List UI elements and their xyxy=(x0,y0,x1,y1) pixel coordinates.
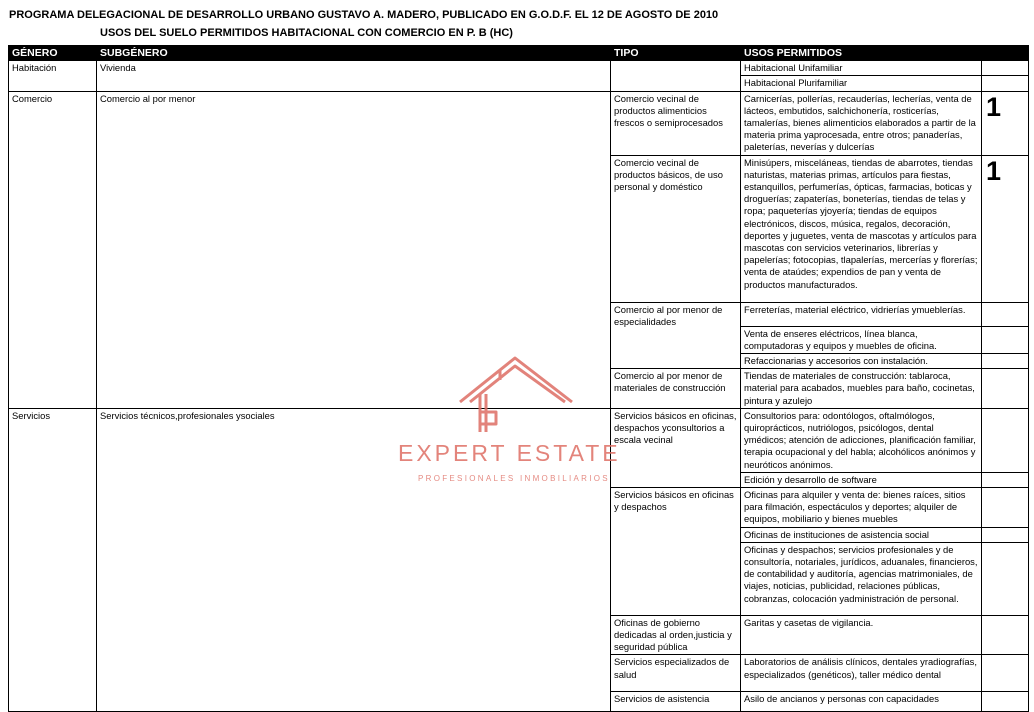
tipo-cell: Comercio vecinal de productos básicos, de uso personal y doméstico xyxy=(611,155,741,302)
uso-cell: Oficinas y despachos; servicios profesionales y de consultoría, notariales, jurídicos, aduanales, financieros, de contabilidad y auditoría, agencias matrimoniales, de viajes, noticias, publicidad, relaciones públicas, cobranzas, colocación yadministración de personal. xyxy=(741,542,982,615)
uso-cell: Laboratorios de análisis clínicos, dentales yradiografías, especializados (genéticos), taller médico dental xyxy=(741,655,982,692)
mark-cell xyxy=(982,76,1029,91)
tipo-cell: Servicios básicos en oficinas, despachos yconsultorios a escala vecinal xyxy=(611,408,741,487)
subgenero-cell: Vivienda xyxy=(97,61,611,91)
uso-cell: Habitacional Unifamiliar xyxy=(741,61,982,76)
watermark-tagline: PROFESIONALES INMOBILIARIOS xyxy=(418,474,610,483)
header-subgenero: SUBGÉNERO xyxy=(97,46,611,61)
usos-suelo-table xyxy=(8,45,1029,712)
watermark-brand: EXPERT ESTATE xyxy=(398,440,621,466)
tipo-cell: Comercio al por menor de especialidades xyxy=(611,302,741,369)
uso-cell: Minisúpers, misceláneas, tiendas de abarrotes, tiendas naturistas, materias primas, artículos para fiestas, estanquillos, perfumerías, ópticas, farmacias, boticas y droguerías; zapaterías, boneterías, tiendas de telas y ropa; paqueterías yjoyería; tiendas de equipos electrónicos, discos, música, regalos, decoración, deportes y juguetes, venta de mascotas y artículos para mascotas con servicios veterinarios, librerías y papelerías; fotocopias, tlapalerías, mercerías y florerías; venta de ataúdes; expendios de pan y venta de productos manufacturados. xyxy=(741,155,982,302)
genero-cell: Habitación xyxy=(9,61,97,91)
mark-cell xyxy=(982,369,1029,409)
tipo-cell: Servicios básicos en oficinas y despachos xyxy=(611,488,741,616)
tipo-cell: Comercio al por menor de materiales de construcción xyxy=(611,369,741,409)
mark-cell xyxy=(982,527,1029,542)
document-title: PROGRAMA DELEGACIONAL DE DESARROLLO URBANO GUSTAVO A. MADERO, PUBLICADO EN G.O.D.F. EL 12 DE AGOSTO DE 2010 xyxy=(9,9,719,21)
tipo-cell: Servicios de asistencia xyxy=(611,692,741,712)
mark-cell: 1 xyxy=(982,91,1029,155)
mark-cell xyxy=(982,61,1029,76)
uso-cell: Carnicerías, pollerías, recauderías, lecherías, venta de lácteos, embutidos, salchichonería, rosticerías, tamalerías, bienes alimenticios elaborados a partir de la materia prima yaprocesada, entre otros; panaderías, paleterías, neverías y dulcerías xyxy=(741,91,982,155)
mark-cell xyxy=(982,408,1029,472)
header-tipo: TIPO xyxy=(611,46,741,61)
header-genero: GÉNERO xyxy=(9,46,97,61)
mark-cell xyxy=(982,655,1029,692)
mark-cell: 1 xyxy=(982,155,1029,302)
mark-cell xyxy=(982,488,1029,528)
uso-cell: Tiendas de materiales de construcción: tablaroca, material para acabados, muebles para baño, cocinetas, pintura y azulejo xyxy=(741,369,982,409)
table-row xyxy=(9,91,1029,155)
uso-cell: Refaccionarias y accesorios con instalación. xyxy=(741,354,982,369)
tipo-cell: Comercio vecinal de productos alimenticios frescos o semiprocesados xyxy=(611,91,741,155)
header-usos: USOS PERMITIDOS xyxy=(741,46,982,61)
tipo-cell: Oficinas de gobierno dedicadas al orden,justicia y seguridad pública xyxy=(611,615,741,655)
mark-cell xyxy=(982,542,1029,615)
subgenero-cell: Servicios técnicos,profesionales ysociales xyxy=(97,408,611,712)
uso-cell: Garitas y casetas de vigilancia. xyxy=(741,615,982,655)
uso-cell: Asilo de ancianos y personas con capacidades xyxy=(741,692,982,712)
header-blank xyxy=(982,46,1029,61)
mark-cell xyxy=(982,472,1029,487)
uso-cell: Habitacional Plurifamiliar xyxy=(741,76,982,91)
document-subtitle: USOS DEL SUELO PERMITIDOS HABITACIONAL CON COMERCIO EN P. B (HC) xyxy=(100,27,513,39)
genero-cell: Comercio xyxy=(9,91,97,408)
subgenero-cell: Comercio al por menor xyxy=(97,91,611,408)
genero-cell: Servicios xyxy=(9,408,97,712)
uso-cell: Edición y desarrollo de software xyxy=(741,472,982,487)
mark-cell xyxy=(982,302,1029,326)
uso-cell: Venta de enseres eléctricos, línea blanca, computadoras y equipos y muebles de oficina. xyxy=(741,326,982,353)
uso-cell: Consultorios para: odontólogos, oftalmólogos, quiroprácticos, nutriólogos, psicólogos, dental ymédicos; atención de adicciones, planificación familiar, terapia ocupacional y del habla; alcohólicos anónimos y neuróticos anónimos. xyxy=(741,408,982,472)
uso-cell: Ferreterías, material eléctrico, vidrierías ymueblerías. xyxy=(741,302,982,326)
mark-cell xyxy=(982,354,1029,369)
table-row xyxy=(9,61,1029,76)
mark-cell xyxy=(982,326,1029,353)
tipo-cell: Servicios especializados de salud xyxy=(611,655,741,692)
uso-cell: Oficinas para alquiler y venta de: bienes raíces, sitios para filmación, espectáculos y deportes; alquiler de equipos, mobiliario y bienes muebles xyxy=(741,488,982,528)
mark-cell xyxy=(982,615,1029,655)
tipo-cell xyxy=(611,61,741,91)
table-header-row xyxy=(9,46,1029,61)
mark-cell xyxy=(982,692,1029,712)
uso-cell: Oficinas de instituciones de asistencia social xyxy=(741,527,982,542)
